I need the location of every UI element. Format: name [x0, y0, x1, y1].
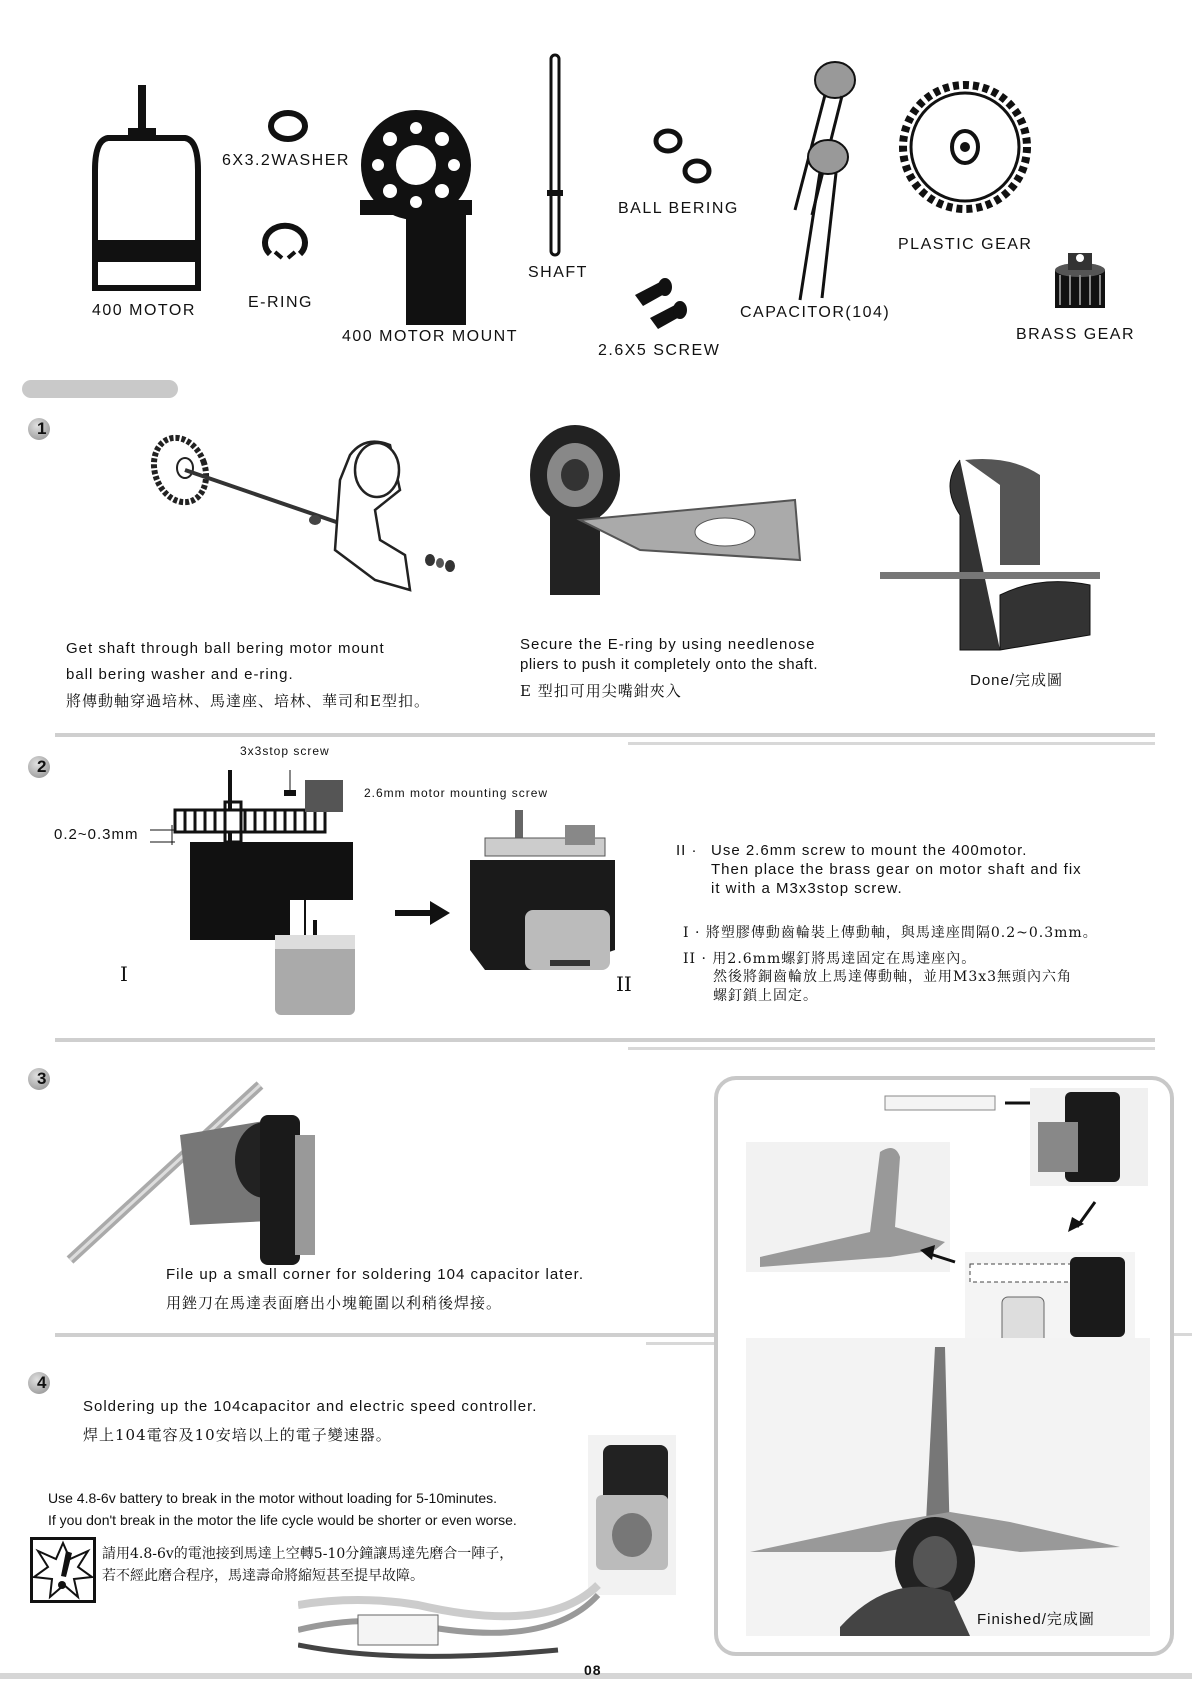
part-label-ering: E-RING: [248, 294, 313, 311]
part-label-capacitor: CAPACITOR(104): [740, 304, 891, 321]
section-header-bar: [22, 380, 178, 398]
step1-left-en-1: Get shaft through ball bering motor mount: [66, 640, 385, 657]
shaft-icon: [551, 55, 559, 255]
step1-pliers-photo: [520, 420, 810, 610]
step2-en-3: it with a M3x3stop screw.: [711, 880, 903, 897]
part-label-shaft: SHAFT: [528, 264, 588, 281]
step3-zh: 用銼刀在馬達表面磨出小塊範圍以利稍後焊接。: [166, 1294, 503, 1312]
arrow-right-icon: [395, 898, 450, 928]
step3-file-photo: [60, 1075, 350, 1270]
step4-zh: 焊上104電容及10安培以上的電子變速器。: [83, 1426, 392, 1444]
divider-2: [55, 1038, 1155, 1042]
step4-soldering-photo: [298, 1435, 676, 1665]
part-label-motor: 400 MOTOR: [92, 302, 196, 319]
step1-mid-en-2: pliers to push it completely onto the shaft.: [520, 656, 818, 673]
warning-icon: [30, 1537, 96, 1603]
step-number-1: 1: [28, 418, 50, 440]
figure-label-2: II: [616, 972, 632, 996]
brass-gear-icon: [1055, 253, 1105, 308]
step3-en: File up a small corner for soldering 104 capacitor later.: [166, 1266, 585, 1283]
step1-left-zh: 將傳動軸穿過培林、馬達座、培林、華司和E型扣。: [66, 692, 430, 710]
part-label-brass-gear: BRASS GEAR: [1016, 326, 1136, 343]
ball-bearing-icon: [656, 131, 709, 181]
step-number-3: 3: [28, 1068, 50, 1090]
mount-icon: [360, 110, 472, 325]
screw-icon: [635, 278, 687, 329]
page-number: 08: [584, 1662, 602, 1678]
warning-en-1: Use 4.8-6v battery to break in the motor without loading for 5-10minutes.: [48, 1490, 498, 1506]
ering-icon: [265, 226, 305, 254]
step2-en-1: Use 2.6mm screw to mount the 400motor.: [711, 842, 1028, 859]
divider-3: [55, 1333, 715, 1337]
step2-en-2: Then place the brass gear on motor shaft and fix: [711, 861, 1082, 878]
motor-icon: [95, 85, 198, 288]
part-label-plastic-gear: PLASTIC GEAR: [898, 236, 1033, 253]
stop-screw-label: 3x3stop screw: [240, 744, 330, 758]
step2-en-prefix: II ·: [676, 842, 698, 859]
step2-zh-2: II · 用2.6mm螺釘將馬達固定在馬達座內。: [683, 951, 977, 967]
step1-done-label: Done/完成圖: [970, 672, 1064, 689]
step2-zh-4: 螺釘鎖上固定。: [713, 988, 818, 1004]
mount-screw-label: 2.6mm motor mounting screw: [364, 786, 549, 800]
step2-zh-3: 然後將銅齒輪放上馬達傳動軸，並用M3x3無頭內六角: [713, 969, 1073, 985]
gap-label: 0.2~0.3mm: [54, 826, 139, 843]
step-number-4: 4: [28, 1372, 50, 1394]
warning-zh-1: 請用4.8-6v的電池接到馬達上空轉5-10分鐘讓馬達先磨合一陣子，: [102, 1546, 514, 1562]
step1-exploded-drawing: [145, 430, 475, 620]
part-label-washer: 6X3.2WASHER: [222, 152, 350, 169]
step1-mid-zh: E 型扣可用尖嘴鉗夾入: [520, 682, 682, 700]
part-label-screw: 2.6X5 SCREW: [598, 342, 721, 359]
figure-panel-drawings: [720, 1082, 1160, 1644]
step2-assembly-diagram: [130, 760, 370, 1015]
plastic-gear-icon: [903, 85, 1027, 209]
step1-done-photo: [880, 455, 1100, 655]
parts-illustrations: [0, 0, 1192, 380]
washer-icon: [271, 113, 305, 139]
warning-en-2: If you don't break in the motor the life cycle would be shorter or even worse.: [48, 1512, 517, 1528]
warning-zh-2: 若不經此磨合程序，馬達壽命將縮短甚至提早故障。: [102, 1568, 424, 1584]
divider-1: [55, 733, 1155, 737]
step2-zh-1: I · 將塑膠傳動齒輪裝上傳動軸，與馬達座間隔0.2~0.3mm。: [683, 925, 1098, 941]
part-label-ball-bering: BALL BERING: [618, 200, 739, 217]
capacitor-icon: [795, 62, 855, 300]
step1-left-en-2: ball bering washer and e-ring.: [66, 666, 294, 683]
step4-en: Soldering up the 104capacitor and electric speed controller.: [83, 1398, 538, 1415]
step1-mid-en-1: Secure the E-ring by using needlenose: [520, 636, 816, 653]
step2-mounted-photo: [465, 810, 630, 980]
finished-label: Finished/完成圖: [977, 1611, 1095, 1628]
part-label-mount: 400 MOTOR MOUNT: [342, 328, 518, 345]
figure-label-1: I: [120, 962, 128, 986]
step-number-2: 2: [28, 756, 50, 778]
